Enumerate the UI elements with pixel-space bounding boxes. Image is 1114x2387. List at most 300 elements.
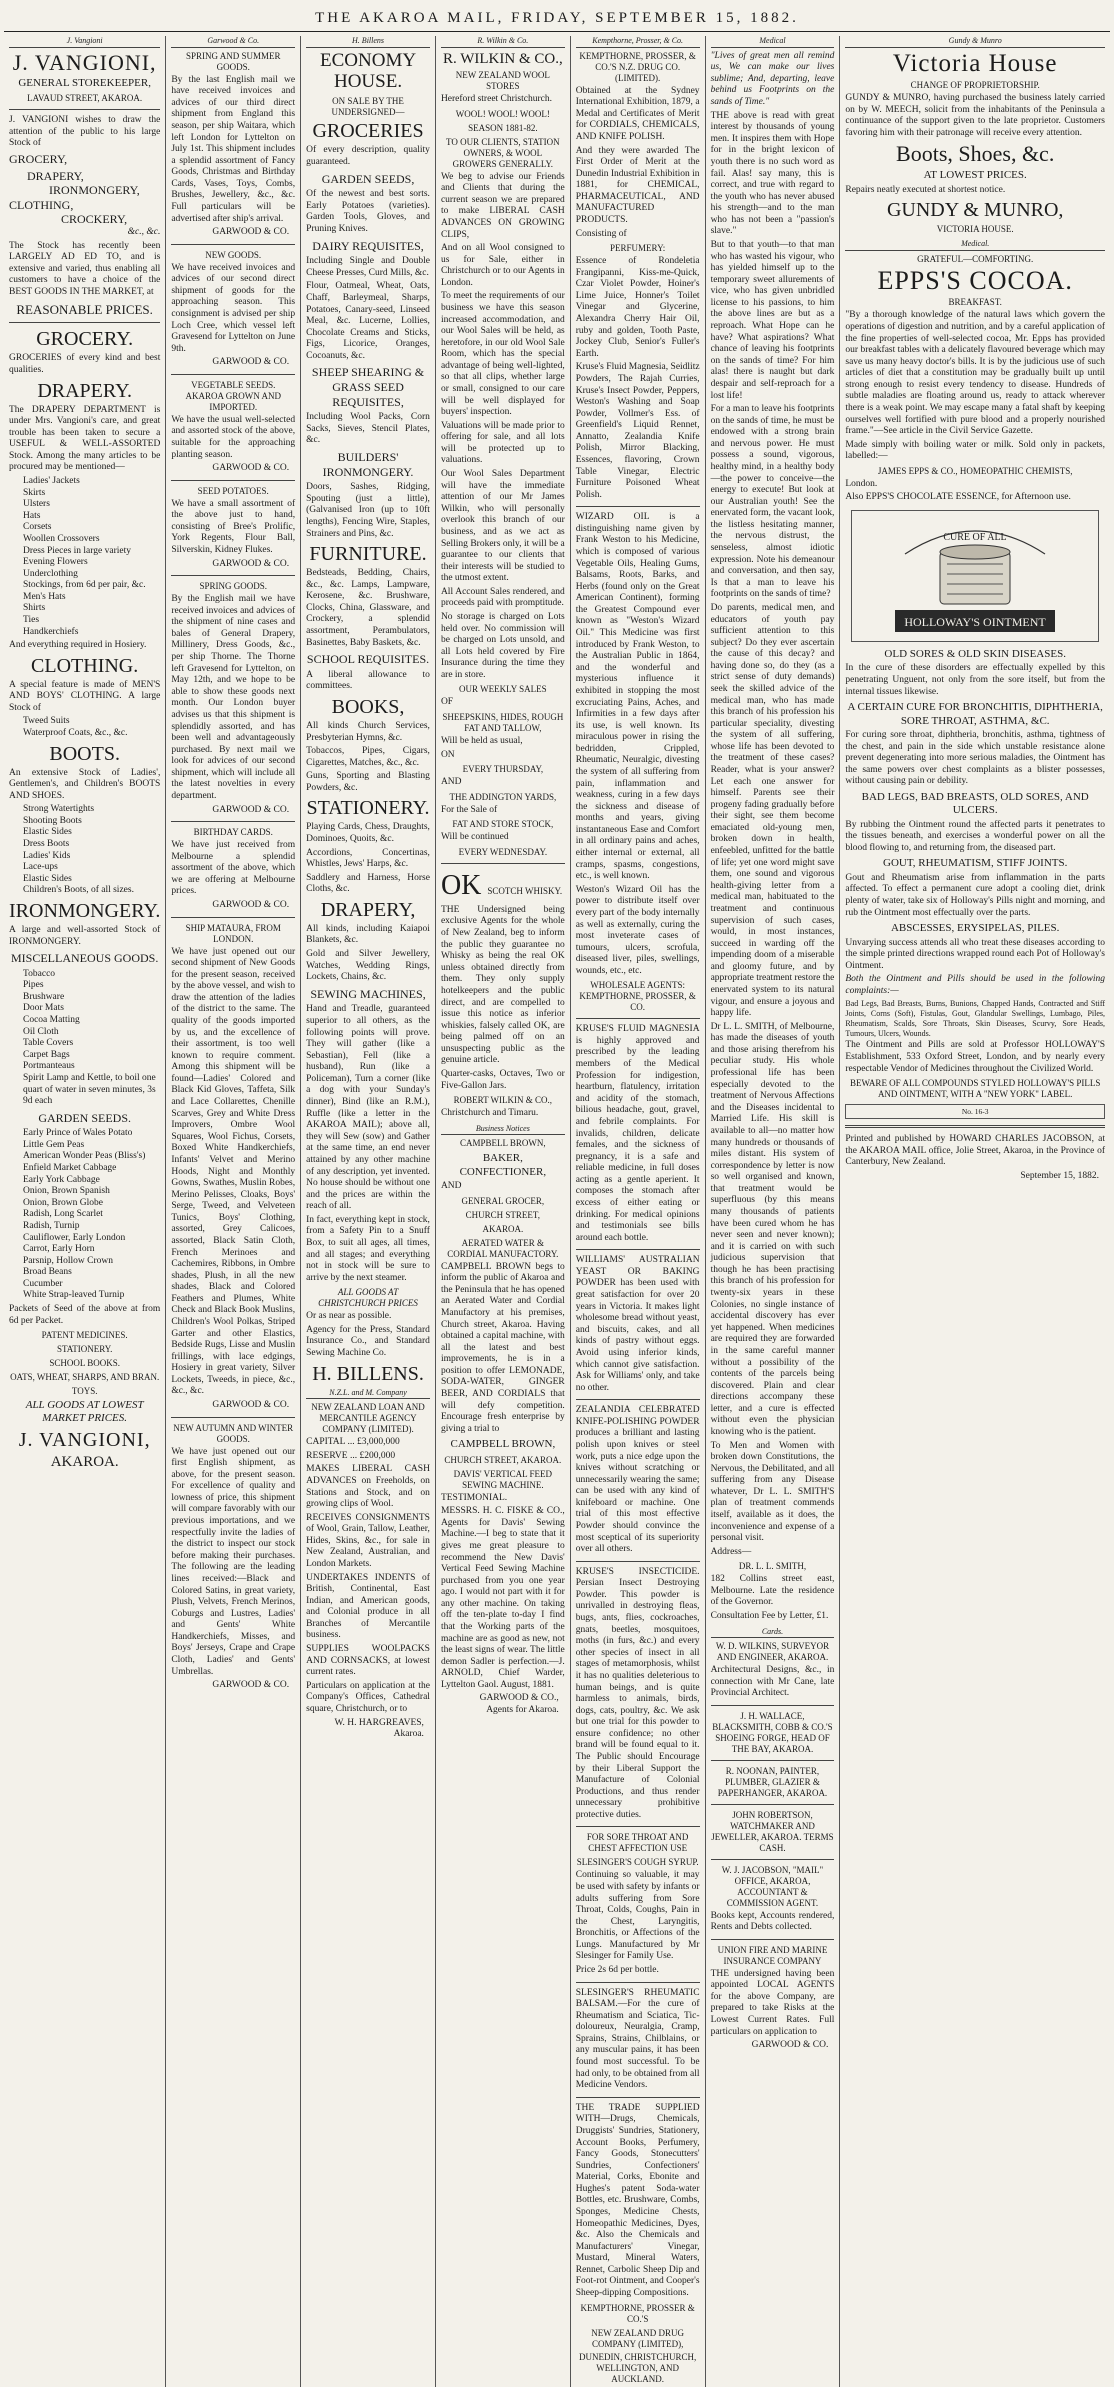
- economy-house: ECONOMY HOUSE.: [320, 49, 417, 92]
- wilkin-street: Hereford street Christchurch.: [440, 94, 552, 105]
- sheepskins: SHEEPSKINS, HIDES, ROUGH FAT AND TALLOW,: [442, 712, 564, 733]
- drapery-list: [9, 476, 160, 638]
- beware-notice: BEWARE OF ALL COMPOUNDS STYLED HOLLOWAY'S PILLS AND OINTMENT, WITH A "NEW YORK" LABEL.: [849, 1078, 1101, 1100]
- toys-line: TOYS.: [71, 1386, 98, 1396]
- boots-text: An extensive Stock of Ladies', Gentlemen's, and Children's BOOTS AND SHOES.: [9, 767, 161, 801]
- list-item: Skirts: [23, 487, 46, 498]
- lowest-prices: AT LOWEST PRICES.: [923, 169, 1027, 182]
- garden-seeds-text: Of the newest and best sorts. Early Potatoes (varieties). Garden Tools, Gloves, and Pruning Knives.: [306, 189, 430, 234]
- victoria-house-footer: VICTORIA HOUSE.: [936, 224, 1014, 235]
- list-item: Ladies' Kids: [23, 850, 71, 861]
- nzl-text-2: RECEIVES CONSIGNMENTS of Wool, Grain, Tallow, Leather, Hides, Skins, &c., for sale in New Zealand, Australian, and London Markets.: [306, 1512, 430, 1569]
- ad-title: NEW GOODS.: [205, 249, 262, 260]
- agency-text: Agency for the Press, Standard Insurance Co., and Standard Sewing Machine Co.: [306, 1324, 430, 1358]
- list-item: Dress Boots: [23, 839, 70, 850]
- davis-text: MESSRS. H. C. FISKE & CO., Agents for Davis' Sewing Machine.—I beg to state that it gives me great pleasure to recommend the New Davis' Vertical Feed Sewing Machine purchased from you one year ago. I would not part with it for any other machine. On taking off the ten-plate to-day I find that the Working parts of the machine are as good as new, not the least signs of wear. The little demon Sadler is perfection.—J. ARNOLD, Chief Warder, Lyttelton Gaol. August, 1881.: [440, 1506, 565, 1690]
- held-usual: Will be held as usual,: [440, 735, 523, 746]
- misc-list: [9, 969, 160, 1108]
- nzl-text-1: MAKES LIBERAL CASH ADVANCES on Freeholds, on Stations and Stock, and on growing clips of Wool.: [306, 1464, 430, 1510]
- stamp-number: No. 16-3: [845, 1104, 1105, 1119]
- column-tag: Kempthorne, Prosser, & Co.: [576, 36, 700, 48]
- misc-heading: MISCELLANEOUS GOODS.: [10, 951, 159, 966]
- epps-text: "By a thorough knowledge of the natural laws which govern the operations of digestion and nutrition, and by a careful application of the fine properties of well-selected cocoa, Mr. Epps has provided our breakfast tables with a delicately flavoured beverage which may save us many heavy doctor's bills. It is by the judicious use of such articles of diet that a constitution may be gradually built up until strong enough to resist every tendency to disease. Hundreds of subtle maladies are floating around us, ready to attack wherever there is a weak point. We may escape many a fatal shaft by keeping ourselves well fortified with pure blood and a properly nourished frame."—See article in the Civil Service Gazette.: [845, 310, 1105, 437]
- sold-text: The Ointment and Pills are sold at Professor HOLLOWAY'S Establishment, 533 Oxford Street, London, and by nearly every respectable Vendor of Medicines throughout the Civilized World.: [845, 1040, 1105, 1074]
- sheep-text: Including Wool Packs, Corn Sacks, Sieves, Stencil Plates, &c.: [306, 412, 430, 446]
- nzl-capital: CAPITAL ... £3,000,000: [306, 1437, 400, 1448]
- drapery-heading: DRAPERY,: [320, 898, 416, 921]
- gout-text: Gout and Rheumatism arise from inflammation in the parts affected. To effect a permanent cure adopt a cooling diet, drink plenty of water, take six of Holloway's Pills night and morning, and rub the Ointment most effectually over the parts.: [845, 872, 1105, 918]
- card-noonan: R. NOONAN, PAINTER, PLUMBER, GLAZIER & PAPERHANGER, AKAROA.: [717, 1765, 828, 1798]
- vangioni-stock-2: DRAPERY,: [27, 168, 84, 183]
- column-tag: N.Z.L. and M. Company: [306, 1388, 430, 1400]
- divider: [576, 1249, 700, 1250]
- wholesale-agents: WHOLESALE AGENTS: KEMPTHORNE, PROSSER, & CO.: [579, 980, 696, 1013]
- ad-text: We have just opened out our first English shipment, as above, for the present season. For excellence of quality and lowness of price, this shipment will compare favorably with our previous importations, and we respectfully invite the ladies of the district to inspect our stock before making their purchases. The following are the leading lines received:—Black and Colored Satins, in great variety, Plush, Velvets, French Merinos, Coburgs and Lustres, Ladies' and Gents' White Handkerchiefs, Misses, and Boys' Jerseys, Crape and Crape Cloth, Ladies' and Gents' Umbrellas.: [171, 1446, 296, 1677]
- list-item: Waterproof Coats, &c., &c.: [23, 728, 128, 739]
- wool-stores: NEW ZEALAND WOOL STORES: [455, 70, 550, 92]
- drapery-heading: DRAPERY.: [37, 379, 132, 402]
- old-sores-heading: OLD SORES & OLD SKIN DISEASES.: [884, 648, 1066, 661]
- ad-title: SEED POTATOES.: [197, 485, 269, 496]
- season-heading: SEASON 1881-82.: [468, 122, 538, 133]
- list-item: Handkerchiefs: [23, 626, 79, 637]
- ad-signature: GARWOOD & CO.: [212, 900, 290, 910]
- medical-text-4: Do parents, medical men, and educators of youth pay sufficient attention to this subject? Do they ever ascertain the cause of this decay? and having done so, do they (as a strict sense of duty demands) seek the skilled advice of the medical man, who has made this branch of his profession his particular speciality, divesting the system of all suffering, whose life has been devoted to the treatment of these cases? Reader, what is your answer? Let each one answer for himself. Parents see their progeny fading gradually before their sight, see them become emaciated old-young men, broken down in health, enfeebled, unfitted for the battle of life; yet one word might save them, one sound and vigorous health-giving letter from a medical man, habituated to the treatment and continuous supervision of such cases, would, in most instances, succeed in warding off the impending doom of a miserable and gloomy future, and by appropriate treatment restore the enervated system to its natural vigour, and ensure a joyous and happy life.: [710, 602, 835, 1019]
- all-goods-heading: ALL GOODS AT CHRISTCHURCH PRICES: [318, 1287, 418, 1309]
- flour-text: Flour, Oatmeal, Wheat, Oats, Chaff, Barleymeal, Sharps, Potatoes, Canary-seed, Linseed Meal, &c. Lucerne, Lollies, Chocolate Creams and Sticks, Figs, Licorice, Oranges, Cocoanuts, &c.: [306, 281, 430, 361]
- james-epps: JAMES EPPS & CO., HOMEOPATHIC CHEMISTS,: [877, 465, 1073, 476]
- column-tag: Garwood & Co.: [171, 36, 295, 48]
- vangioni-stock-text: The Stock has recently been LARGELY AD ED TO, and is extensive and varied, thus enabling all customers to have a choice of the BEST GOODS IN THE MARKET, at: [9, 240, 161, 297]
- list-item: Carpet Bags: [23, 1049, 70, 1060]
- furniture-heading: FURNITURE.: [309, 543, 427, 566]
- trade-text: THE TRADE SUPPLIED WITH—Drugs, Chemicals, Druggists' Sundries, Stationery, Account Books, Perfumery, Fancy Goods, Stonecutters' Sundries, Confectioners' Material, Corks, Ebonite and Hughes's patent Soda-water Bottles, etc. Brushware, Combs, Sponges, Medicine Chests, Homeopathic Medicines, Dyes, &c. Also the Chemicals and Manufacturers' Vinegar, Mustard, Mineral Waters, Rennet, Carbolic Sheep Dip and Foot-rot Ointment, and Cooper's Sheep-dipping Compositions.: [575, 2102, 700, 2299]
- garwood-ad: [171, 486, 295, 570]
- list-item: Carrot, Early Horn: [23, 1244, 95, 1255]
- sale-of: For the Sale of: [440, 804, 498, 815]
- ok-logo: OK: [440, 869, 482, 901]
- davis-signature: GARWOOD & CO.,: [479, 1693, 559, 1704]
- wilkin-text-1: We beg to advise our Friends and Clients that during the current season we are prepared to make LIBERAL CASH ADVANCES ON GROWING CLIPS,: [440, 171, 565, 240]
- column-tag: Business Notices: [441, 1124, 565, 1136]
- column-tag: H. Billens: [306, 36, 430, 48]
- grocery-text: GROCERIES of every kind and best qualities.: [9, 353, 161, 375]
- bad-legs-heading: BAD LEGS, BAD BREASTS, OLD SORES, AND ULCERS.: [861, 790, 1089, 817]
- school-heading: SCHOOL REQUISITES.: [306, 652, 430, 667]
- ad-signature: GARWOOD & CO.: [212, 804, 290, 815]
- ad-text: We have a small assortment of the above just to hand, consisting of Bree's Prolific, York Regents, Flour Ball, Silverskin, Kidney Flukes.: [171, 498, 296, 556]
- on-sale: ON SALE BY THE UNDERSIGNED—: [331, 95, 405, 117]
- ad-text: By the last English mail we have received invoices and advices of our third direct shipment from England this season, per ship Waitara, which left London for Lyttelton on July 1st. This shipment includes a splendid assortment of Fancy Goods, Christmas and Birthday Cards, Vases, Toys, Combs, Brushes, Jewellery, &c., &c. Full particulars will be advertised after ship's arrival.: [171, 74, 296, 224]
- column-billens: [301, 36, 436, 2387]
- vangioni-name: J. VANGIONI,: [12, 49, 157, 75]
- breakfast-subtitle: BREAKFAST.: [948, 297, 1002, 308]
- list-item: Shirts: [23, 603, 46, 614]
- billens-signature: H. BILLENS.: [312, 1362, 424, 1385]
- builders-text: Doors, Sashes, Ridging, Spouting (just a little), (Galvanised Iron (up to 10ft lengths), Fencing Wire, Staples, Strainers and Pins, &c.: [306, 482, 430, 539]
- list-item: Enfield Market Cabbage: [23, 1163, 117, 1174]
- garden-seeds-heading: GARDEN SEEDS,: [321, 171, 415, 186]
- gold-text: Gold and Silver Jewellery, Watches, Wedding Rings, Lockets, Chains, &c.: [306, 949, 430, 983]
- address-label: Address—: [710, 1546, 752, 1557]
- vangioni-stock-1: GROCERY,: [9, 151, 68, 166]
- dairy-text: Including Single and Double Cheese Presses, Curd Mills, &c.: [306, 256, 430, 278]
- london: London.: [845, 478, 878, 489]
- aerated-heading: AERATED WATER & CORDIAL MANUFACTORY.: [447, 1237, 559, 1259]
- ad-title: VEGETABLE SEEDS. AKAROA GROWN AND IMPORTED.: [185, 379, 281, 412]
- perfumery-text: Essence of Rondeletia Frangipanni, Kiss-me-Quick, Czar Violet Powder, Hoiner's Lime Juice, Honner's Toilet Vinegar and Glycerine, Alexandra Cherry Hair Oil, ruby and golden, Tooth Paste, Jockey Club, Senior's Fuller's Earth.: [575, 256, 700, 359]
- list-item: Underclothing: [23, 568, 78, 579]
- will-be-continued: Will be continued: [440, 832, 509, 843]
- ok-text: THE Undersigned being exclusive Agents for the whole of New Zealand, beg to inform the public they guarantee no Whisky as being the real OK unless obtained directly from them. They only supply hotelkeepers and the public direct, and are compelled to issue this notice as inferior whiskies, falsely called OK, are being palmed off on an unsuspecting public as the genuine article.: [440, 904, 565, 1066]
- divider: [576, 2097, 700, 2098]
- vangioni-stock-4: CLOTHING,: [9, 197, 74, 212]
- nzl-title: NEW ZEALAND LOAN AND MERCANTILE AGENCY COMPANY (LIMITED).: [311, 1402, 425, 1435]
- card-wilkins-text: Architectural Designs, &c., in connection with Mr Cane, late Provincial Architect.: [710, 1665, 835, 1699]
- ad-text: We have received invoices and advices of our second direct shipment of goods for the approaching season. This consignment is advised per ship Loch Cree, which vessel left Gravesend for Lyttelton on June 9th.: [171, 262, 296, 354]
- slesinger-text: Continuing so valuable, it may be used with safety by infants or adults suffering from Sore Throat, Colds, Coughs, Pain in the Chest, Laryngitis, Bronchitis, or Affections of the Lungs. Manufactured by Mr Slesinger for Family Use.: [575, 1870, 700, 1962]
- hosiery-text: And everything required in Hosiery.: [9, 640, 147, 651]
- ad-text: We have just opened out our second shipment of New Goods for the present season, received by the above vessel, and wish to draw the attention of the ladies of the district to the same. The quality of the goods imported by us, and the excellence of their assortment, is too well known to require comment. Among this shipment will be found—Ladies' Colored and Black Kid Gloves, Taffeta, Silk and Lace Collarettes, Chenille Scarves, Grey and White Dress Improvers, Ombre Wool Squares, Wool Fichus, Corsets, Boxed White Handkerchiefs, Infants' Velvet and Merino Hoods, Night and Monthly Gowns, Swathes, Muslin Robes, Merino Pelisses, Cloaks, Boys' Serge, Tweed, and Velveteen Tunics, Boys' Clothing, assorted, Grey Calicoes, assorted, Black Satin Cloth, French Merinoes and Cachemires, Ribbons, in Ombre shades, Plush, in all the new shades, Black and Colored Feathers and Plumes, White Check and Black Book Muslins, Children's Wool Polkas, Striped Garter and other Elastics, Bedside Rugs, Lisse and Muslin frillings, with lace edgings, Hosiery in great variety, Silver Lockets, Tweeds, in piece, &c., &c., &c.: [171, 946, 296, 1397]
- ok-whisky-header: [441, 869, 565, 903]
- cb-line-3: AND: [440, 1181, 462, 1192]
- column-tag: Cards.: [711, 1627, 835, 1639]
- garwood-ad: [171, 250, 295, 369]
- stationery-heading: STATIONERY.: [306, 797, 430, 820]
- list-item: Portmanteaus: [23, 1061, 75, 1072]
- nzdc-name: NEW ZEALAND DRUG COMPANY (LIMITED),: [591, 2327, 685, 2349]
- divider: [171, 374, 295, 375]
- divider: [441, 863, 565, 864]
- ad-signature: GARWOOD & CO.: [212, 1400, 290, 1411]
- nzl-text-5: Particulars on application at the Company's Offices, Cathedral square, Christchurch, or to: [306, 1680, 430, 1714]
- medical-text-2: But to that youth—to that man who has wasted his vigour, who has yielded himself up to the temporary sweet allurements of vice, who has given unbridled license to his passions, to him the above lines are but as a reproach. What Hope can he have? What aspirations? What chance of leaving his footprints on the sands of time? For him alas! there is naught but dark despair and self-reproach for a lost life!: [710, 240, 835, 401]
- list-item: Ulsters: [23, 499, 50, 510]
- stationery-text: Playing Cards, Chess, Draughts, Dominoes, Quoits, &c.: [306, 822, 430, 845]
- davis-heading: DAVIS' VERTICAL FEED SEWING MACHINE.: [453, 1468, 553, 1490]
- repairs-text: Repairs neatly executed at shortest notice.: [845, 184, 1006, 195]
- wilkin-text-3: To meet the requirements of our business we have this season increased accommodation, and our Wool Sales will be held, as heretofore, in our old Wool Sale Room, which has the special advantage of being well-lighted, so that all clips, whether large or small, consigned to our care will be well displayed for buyers' inspection.: [440, 291, 565, 418]
- cb-text: CAMPBELL BROWN begs to inform the public of Akaroa and the Peninsula that he has opened an Aerated Water and Cordial Manufactory at his premises, Church street, Akaroa. Having obtained a capital machine, with all the latest and best improvements, he is in a position to offer LEMONADE, SODA-WATER, GINGER BEER, AND CORDIALS that will defy competition. Encourage fresh enterprise by giving a trial to: [440, 1261, 565, 1434]
- books-text: All kinds Church Services, Presbyterian Hymns, &c.: [306, 720, 430, 743]
- sheep-heading: SHEEP SHEARING & GRASS SEED REQUISITES,: [311, 365, 425, 409]
- both-ointment-pills: Both the Ointment and Pills should be used in the following complaints:—: [845, 974, 1105, 996]
- list-item: Spirit Lamp and Kettle, to boil one quart of water in seven minutes, 3s 9d each: [23, 1072, 156, 1107]
- certain-cure-heading: A CERTAIN CURE FOR BRONCHITIS, DIPHTHERIA, SORE THROAT, ASTHMA, &C.: [847, 701, 1103, 727]
- list-item: Ladies' Jackets: [23, 476, 80, 487]
- vangioni-address: LAVAUD STREET, AKAROA.: [27, 93, 143, 104]
- guns-text: Guns, Sporting and Blasting Powders, &c.: [306, 771, 430, 793]
- stationery-line: STATIONERY.: [56, 1344, 113, 1355]
- list-item: Lace-ups: [23, 862, 58, 873]
- cb-signature: CAMPBELL BROWN,: [450, 1438, 556, 1451]
- list-item: Early York Cabbage: [23, 1174, 100, 1185]
- masthead: THE AKAROA MAIL, FRIDAY, SEPTEMBER 15, 1882.: [4, 6, 1110, 32]
- holloway-ointment-engraving: [851, 510, 1099, 642]
- list-item: Cauliflower, Early London: [23, 1232, 126, 1243]
- divider: [576, 506, 700, 507]
- list-item: Children's Boots, of all sizes.: [23, 885, 134, 896]
- list-item: Stockings, from 6d per pair, &c.: [23, 580, 146, 591]
- seed-packets: Packets of Seed of the above at from 6d per Packet.: [9, 1303, 161, 1326]
- column-gundy-munro: [840, 36, 1110, 2387]
- every-wednesday: EVERY WEDNESDAY.: [458, 846, 548, 857]
- ok-casks: Quarter-casks, Octaves, Two or Five-Gallon Jars.: [440, 1068, 565, 1091]
- nzl-place: Akaroa.: [393, 1729, 424, 1740]
- gundy-munro-text: GUNDY & MUNRO, having purchased the business lately carried on by W. MEECH, solicit from the inhabitants of the Peninsula a continuance of the support given to the late proprietor. Customers favoring him with their patronage will receive every attention.: [845, 92, 1105, 138]
- vangioni-etc: &c., &c.: [127, 227, 161, 238]
- union-heading: UNION FIRE AND MARINE INSURANCE COMPANY: [717, 1944, 828, 1966]
- wizard-oil-text: WIZARD OIL is a distinguishing name given by Frank Weston to his Medicine, which is composed of various Vegetable Oils, Healing Gums, Balsams, Roots, Barks, and Herbs (found only on the Great American Continent), forming the Greatest Compound ever known as "Weston's Wizard Oil." This Medicine was first introduced by Frank Weston, to the Australian Public in 1864, and the wonderful and mysterious influence it exhibited in stopping the most excruciating Pains, Aches, and Infirmities in a few days after its use, is well known. Its miraculous power in rising the bedridden, Crippled, Rheumatic, Neuralgic, divesting the system of all suffering from pain, inflammation and weakness, curing in a few days the sickness and disease of months and years, giving instantaneous Ease and Comfort in all ordinary pains and aches, either internal or external, all cramps, spasms, congestions, etc., is well known.: [575, 512, 700, 882]
- list-item: Elastic Sides: [23, 873, 72, 884]
- card-jacobson-text: Books kept, Accounts rendered, Rents and Debts collected.: [710, 1910, 835, 1933]
- divider: [171, 1417, 295, 1418]
- list-item: Strong Watertights: [23, 804, 95, 815]
- ad-title: SPRING GOODS.: [199, 581, 267, 592]
- list-item: Cocoa Matting: [23, 1015, 80, 1026]
- saddlery-text: Saddlery and Harness, Horse Cloths, &c.: [306, 872, 430, 895]
- medical-text-1: THE above is read with great interest by thousands of young men. It inspires them with Hope for in the bright lexicon of youth there is no such word as fail. Alas! say many, this is correct, and true with regard to the youth who has never abused his strength—and to the man who has not been a "passion's slave.": [710, 110, 835, 237]
- builders-heading: BUILDERS' IRONMONGERY.: [322, 450, 414, 479]
- column-tag: Gundy & Munro: [845, 36, 1105, 48]
- list-item: Ties: [23, 614, 40, 625]
- vangioni-signature: J. VANGIONI,: [18, 1428, 151, 1451]
- clothing-text: A special feature is made of MEN'S AND BOYS' CLOTHING. A large Stock of: [9, 679, 161, 713]
- list-item: Broad Beans: [23, 1267, 72, 1278]
- cb-line-2: BAKER, CONFECTIONER,: [459, 1152, 547, 1178]
- kp-signature: KEMPTHORNE, PROSSER & CO.'S: [580, 2302, 695, 2324]
- weekly-sales: OUR WEEKLY SALES: [459, 684, 547, 695]
- perfumery-heading: PERFUMERY:: [610, 243, 666, 254]
- zealandia-text: ZEALANDIA CELEBRATED KNIFE-POLISHING POWDER produces a brilliant and lasting polish upon knives or steel work, puts a nice edge upon the knives without scratching or unnecessarily wearing the same; can be used with any kind of knifeboard or machine. One trial of this most effective Powder should convince the most sceptical of its superiority over all others.: [575, 1405, 700, 1555]
- garwood-ad: [171, 51, 295, 239]
- boots-list: [9, 804, 160, 897]
- abscesses-heading: ABSCESSES, ERYSIPELAS, PILES.: [890, 922, 1060, 935]
- list-item: Evening Flowers: [23, 557, 88, 568]
- list-item: Parsnip, Hollow Crown: [23, 1255, 113, 1266]
- ok-place: Christchurch and Timaru.: [440, 1108, 539, 1119]
- garwood-ad: [171, 923, 295, 1412]
- ad-text: We have just received from Melbourne a splendid assortment of the above, which we are offering at Melbourne prices.: [171, 840, 296, 897]
- kp-title: KEMPTHORNE, PROSSER, & CO.'S N.Z. DRUG CO. (LIMITED).: [579, 50, 696, 83]
- list-item: Radish, Long Scarlet: [23, 1209, 103, 1220]
- card-wallace: J. H. WALLACE, BLACKSMITH, COBB & CO.'S SHOEING FORGE, HEAD OF THE BAY, AKAROA.: [712, 1711, 833, 1754]
- list-item: Oil Cloth: [23, 1026, 59, 1037]
- wilkin-text-7: No storage is charged on Lots held over. No commission will be charged on Lots unsold, and all Lots held covered by Fire Insurance during the time they are in store.: [440, 612, 565, 680]
- dairy-heading: DAIRY REQUISITES,: [312, 238, 424, 253]
- every-thursday: EVERY THURSDAY,: [462, 764, 544, 775]
- oats-wheat: OATS, WHEAT, SHARPS, AND BRAN.: [10, 1372, 160, 1383]
- divider: [711, 1859, 835, 1860]
- wilkin-name: R. WILKIN & CO.,: [442, 50, 563, 67]
- school-books: SCHOOL BOOKS.: [49, 1358, 120, 1369]
- ad-title: SHIP MATAURA, FROM LONDON.: [185, 922, 281, 944]
- nzl-reserve: RESERVE ... £200,000: [306, 1450, 396, 1461]
- ad-signature: GARWOOD & CO.: [212, 1680, 290, 1691]
- cb-signature-2: CHURCH STREET, AKAROA.: [444, 1454, 562, 1465]
- cure-of-all-text: CURE OF ALL: [943, 532, 1007, 544]
- ok-signature: ROBERT WILKIN & CO.,: [453, 1095, 553, 1106]
- divider: [9, 109, 160, 110]
- divider: [576, 1826, 700, 1827]
- ad-signature: GARWOOD & CO.: [212, 227, 290, 238]
- list-item: Door Mats: [23, 1003, 64, 1014]
- issue-date: September 15, 1882.: [1020, 1171, 1099, 1181]
- list-item: Dress Pieces in large variety: [23, 545, 131, 556]
- drapery-text: The DRAPERY DEPARTMENT is under Mrs. Vangioni's care, and great trouble has been taken to secure a USEFUL & WELL-ASSORTED Stock. Among the many articles to be procured may be mentioned—: [9, 404, 161, 473]
- groceries-text: Of every description, quality guaranteed.: [306, 145, 430, 168]
- list-item: Early Prince of Wales Potato: [23, 1128, 133, 1139]
- nzdc-place: DUNEDIN, CHRISTCHURCH, WELLINGTON, AND AUCKLAND.: [579, 2352, 697, 2385]
- wilkin-text-6: All Account Sales rendered, and proceeds paid with promptitude.: [440, 586, 565, 609]
- divider: [711, 1804, 835, 1805]
- bad-legs-text: By rubbing the Ointment round the affected parts it penetrates to the tissues beneath, and exercises a wonderful power on all the blood flowing to, and returning from, the diseased part.: [845, 819, 1105, 853]
- vangioni-place: AKAROA.: [50, 1453, 119, 1470]
- vangioni-stock-5: CROCKERY,: [61, 212, 128, 227]
- davis-place: Agents for Akaroa.: [486, 1705, 559, 1716]
- wilkin-text-2: And on all Wool consigned to us for Sale, either in Christchurch or to our Agents in London.: [440, 243, 565, 288]
- epps-chocolate: Also EPPS'S CHOCOLATE ESSENCE, for Afternoon use.: [845, 492, 1071, 503]
- nzl-signature: W. H. HARGREAVES,: [334, 1717, 424, 1728]
- ad-signature: GARWOOD & CO.: [212, 357, 290, 368]
- groceries-heading: GROCERIES: [312, 120, 424, 143]
- list-item: Onion, Brown Spanish: [23, 1186, 110, 1197]
- column-tag: Medical.: [845, 239, 1105, 251]
- weekly-of: OF: [440, 697, 454, 708]
- list-item: Radish, Turnip: [23, 1220, 80, 1231]
- garden-heading: GARDEN SEEDS.: [38, 1110, 131, 1125]
- garwood-ad: [171, 380, 295, 475]
- list-item: White Strap-leaved Turnip: [23, 1290, 125, 1301]
- list-item: Shooting Boots: [23, 815, 82, 826]
- divider: [576, 1018, 700, 1019]
- column-kempthorne: [571, 36, 706, 2387]
- clothing-list: [9, 716, 160, 739]
- card-robertson: JOHN ROBERTSON, WATCHMAKER AND JEWELLER, AKAROA. TERMS CASH.: [711, 1809, 834, 1853]
- epps-cocoa-title: EPPS'S COCOA.: [877, 266, 1073, 296]
- all-goods-lowest: ALL GOODS AT LOWEST MARKET PRICES.: [25, 1398, 144, 1425]
- list-item: Tweed Suits: [23, 716, 70, 727]
- williams-yeast-text: WILLIAMS' AUSTRALIAN YEAST OR BAKING POWDER has been used with great satisfaction for over 20 years in Victoria. It makes light wholesome bread without yeast, and biscuits, cakes, and all kinds of pastry without eggs. Avoid using inferior kinds, which cannot give satisfaction. Ask for Williams' only, and take no other.: [575, 1255, 700, 1393]
- ad-title: BIRTHDAY CARDS.: [193, 827, 273, 838]
- garwood-ad: [171, 1423, 295, 1692]
- old-sores-text: In the cure of these disorders are effectually expelled by this penetrating Unguent, not only from the sore itself, but from the internal tissues likewise.: [845, 663, 1105, 697]
- column-tag: R. Wilkin & Co.: [441, 36, 565, 48]
- wizard-oil-text-2: Weston's Wizard Oil has the power to distribute itself over every part of the body internally as well as externally, curing the most inveterate cases of tumours, ulcers, scrofula, diseased liver, piles, swellings, wounds, etc., etc.: [575, 884, 700, 976]
- column-medical: [706, 36, 841, 2387]
- list-item: Brushware: [23, 991, 65, 1002]
- complaints-list: Bad Legs, Bad Breasts, Burns, Bunions, Chapped Hands, Contracted and Stiff Joints, Corns (Soft), Fistulas, Gout, Glandular Swellings, Lumbago, Piles, Rheumatism, Scalds, Sore Throats, Skin Diseases, Scurvy, Sore Heads, Tumours, Ulcers, Wounds.: [845, 999, 1105, 1038]
- divider: [171, 575, 295, 576]
- vangioni-stock-3: IRONMONGERY,: [49, 183, 140, 198]
- wilkin-text-4: Valuations will be made prior to offering for sale, and all lots will be protected up to valuations.: [440, 420, 565, 466]
- column-garwood: [166, 36, 301, 2387]
- list-item: Corsets: [23, 522, 52, 533]
- list-item: Onion, Brown Globe: [23, 1197, 103, 1208]
- printed-by: Printed and published by HOWARD CHARLES JACOBSON, at the AKAROA MAIL office, Jolie Street, Akaroa, in the Province of Canterbury, New Zealand.: [845, 1134, 1105, 1168]
- list-item: Elastic Sides: [23, 827, 72, 838]
- patent-medicines: PATENT MEDICINES.: [41, 1330, 128, 1341]
- kruse-list: Kruse's Fluid Magnesia, Seidlitz Powders, The Rajah Curries, Kruse's Insect Powder, Peppers, Weston's Washing and Soap Powder, Vollmer's Ess. of Greenfield's Liquid Rennet, Annatto, Zealandia Knife Polish, Mirror Blacking, Essences, flavoring, Crown Table Vinegar, Electric Furniture Poisoned Wheat Polish.: [575, 362, 700, 500]
- wool-heading: WOOL! WOOL! WOOL!: [455, 108, 550, 119]
- doctor-name: DR. L. L. SMITH,: [738, 1561, 807, 1572]
- made-simply: Made simply with boiling water or milk. Sold only in packets, labelled:—: [845, 439, 1105, 462]
- list-item: Table Covers: [23, 1038, 74, 1049]
- ad-title: SPRING AND SUMMER GOODS.: [185, 50, 281, 72]
- divider: [171, 244, 295, 245]
- books-heading: BOOKS,: [331, 695, 405, 718]
- cb-line-6: AKAROA.: [482, 1223, 524, 1234]
- gundy-munro-signature: GUNDY & MUNRO,: [886, 199, 1064, 222]
- grocery-heading: GROCERY.: [36, 328, 134, 351]
- school-text: A liberal allowance to committees.: [306, 669, 430, 692]
- garden-list: [9, 1128, 160, 1302]
- ad-signature: GARWOOD & CO.: [212, 558, 290, 569]
- card-wilkins: W. D. WILKINS, SURVEYOR AND ENGINEER, AKAROA.: [715, 1641, 830, 1663]
- divider: [845, 1125, 1105, 1128]
- divider: [171, 917, 295, 918]
- list-item: Woollen Crossovers: [23, 533, 100, 544]
- fat-store-stock: FAT AND STORE STOCK,: [452, 819, 554, 830]
- certain-cure-text: For curing sore throat, diphtheria, bronchitis, asthma, tightness of the chest, and pain in the side which unstable resistance alone prevent degenerating into more serious maladies, the Ointment has the same powers over chest complaints as a blister possesses, without causing pain or debility.: [845, 730, 1105, 787]
- column-tag: Medical: [711, 36, 835, 48]
- divider: [711, 1939, 835, 1940]
- nzl-text-4: SUPPLIES WOOLPACKS AND CORNSACKS, at lowest current rates.: [306, 1644, 430, 1678]
- divider: [576, 1982, 700, 1983]
- boots-heading: BOOTS.: [49, 742, 120, 765]
- testimonial-heading: TESTIMONIAL.: [440, 1492, 508, 1503]
- list-item: Cucumber: [23, 1278, 63, 1289]
- list-item: Little Gem Peas: [23, 1139, 85, 1150]
- abscesses-text: Unvarying success attends all who treat these diseases according to the simple printed directions wrapped round each Pot of Holloway's Ointment.: [845, 937, 1105, 971]
- ok-subtitle: SCOTCH WHISKY.: [487, 885, 563, 896]
- column-tag: J. Vangioni: [9, 36, 160, 48]
- kp-text-1: Obtained at the Sydney International Exhibition, 1879, a Medal and Certificates of Merit for CORDIALS, CHEMICALS, AND KNIFE POLISH.: [575, 85, 700, 142]
- sore-throat-heading: FOR SORE THROAT AND CHEST AFFECTION USE: [586, 1832, 689, 1854]
- list-item: American Wonder Peas (Bliss's): [23, 1151, 146, 1162]
- doctor-address: 182 Collins street east, Melbourne. Late the residence of the Governor.: [710, 1574, 835, 1608]
- fact-text: In fact, everything kept in stock, from a Safety Pin to a Snuff Box, to suit all ages, all times, and all stages; and everything not in stock will be sure to arrive by the next steamer.: [306, 1214, 430, 1283]
- ironmongery-heading: IRONMONGERY.: [9, 899, 161, 922]
- sewing-text: Hand and Treadle, guaranteed superior to all others, as the following points will prove. They will gather (like a Sebastian), Fell (like a husband), Run (like a Policeman), Turn a corner (like a dog with your Sunday's dinner), Bind (like an R.M.), Ruffle (like a letter in the AKAROA MAIL); above all, they will Sew (sow) and Gather at the same time, an end never attained by any other machine of any description, yet invented. No house should be without one and the prices are within the reach of all.: [306, 1004, 430, 1212]
- ironmongery-text: A large and well-assorted Stock of IRONMONGERY.: [9, 924, 161, 947]
- weekly-on: ON: [440, 749, 455, 760]
- column-vangioni: [4, 36, 166, 2387]
- addington-yards: THE ADDINGTON YARDS,: [449, 791, 557, 802]
- nzl-text-3: UNDERTAKES INDENTS of British, Continental, East Indian, and American goods, and Colonial produce in all Branches of Mercantile business.: [306, 1572, 430, 1641]
- gout-heading: GOUT, RHEUMATISM, STIFF JOINTS.: [883, 857, 1068, 870]
- change-proprietorship: CHANGE OF PROPRIETORSHIP.: [910, 80, 1040, 90]
- cb-line-5: CHURCH STREET,: [465, 1209, 541, 1220]
- union-text: THE undersigned having been appointed LOCAL AGENTS for the above Company, are prepared to take Risks at the Lowest Current Rates. Full particulars on application to: [710, 1968, 835, 2037]
- accordions-text: Accordions, Concertinas, Whistles, Jews' Harps, &c.: [306, 847, 430, 870]
- ad-text: We have the usual well-selected and assorted stock of the above, suitable for the approaching planting season.: [171, 414, 296, 460]
- wilkin-text-5: Our Wool Sales Department will have the immediate attention of our Mr James Wilkin, who will personally overlook this branch of our business, and as we act as Selling Brokers only, it will be a guarantee to our clients that their interests will be studied to the utmost extent.: [440, 469, 565, 584]
- insecticide-text: KRUSE'S INSECTICIDE. Persian Insect Destroying Powder. This powder is unrivalled in destroying fleas, bugs, ants, flies, cockroaches, gnats, beetles, mosquitoes, moths (in furs, &c.) and every other species of insect in all stages of metamorphosis, whilst it has no qualities deleterious to human beings, and is quite harmless to animals, birds, dogs, cats, poultry, &c. We ask but one trial for this powder to ensure confidence; no other brand will be found equal to it. The Public should Encourage by their Liberal Support the Manufacture of Colonial Productions, and thus render unnecessary prohibitive protective duties.: [575, 1566, 700, 1820]
- consultation-fee: Consultation Fee by Letter, £1.: [710, 1611, 829, 1622]
- medical-text-5: Dr L. L. SMITH, of Melbourne, has made the diseases of youth and those arising therefrom his peculiar study. His whole professional life has been especially devoted to the treatment of Nervous Affections and the Diseases incidental to Married Life. His skill is available to all—no matter how many hundreds or thousands of miles distant. His system of correspondence by letter is now so well organised and known, that treatment would be superfluous (by this means many thousands of patients have been cured whom he has never seen and never known); and it is carried on with such judicious supervision that though he has been practising this branch of his profession for twenty-six years in these Colonies, no single instance of accidental discovery has ever yet happened. When medicines are required they are forwarded in the same careful manner without a possibility of the contents of the parcels being discovered. Plain and clear directions accompany these letter, and a cure is effected without even the physician knowing who is the patient.: [710, 1021, 835, 1437]
- list-item: Pipes: [23, 980, 44, 991]
- weekly-and: AND: [440, 777, 462, 788]
- drapery-text: All kinds, including Kaiapoi Blankets, &c.: [306, 923, 430, 946]
- divider: [576, 1399, 700, 1400]
- cb-line-4: GENERAL GROCER,: [461, 1195, 545, 1206]
- vangioni-title: GENERAL STOREKEEPER,: [18, 76, 151, 89]
- column-wilkin: [436, 36, 571, 2387]
- owners-heading: TO OUR CLIENTS, STATION OWNERS, & WOOL GROWERS GENERALLY.: [446, 136, 560, 169]
- divider: [171, 480, 295, 481]
- medical-text-3: For a man to leave his footprints on the sands of time, he must be endowed with a strong brain and nervous power. He must possess a sound, vigorous, healthy mind, in a healthy body—the power to conceive—the energy to execute! But look at our Australian youth! See the enervated form, the vacant look, the listless hesitating manner, the nervous distrust, the senseless, almost idiotic expression. Note his demeanour and conversation, and then say, Is that a man to leave his footprints on the sands of time?: [710, 404, 835, 600]
